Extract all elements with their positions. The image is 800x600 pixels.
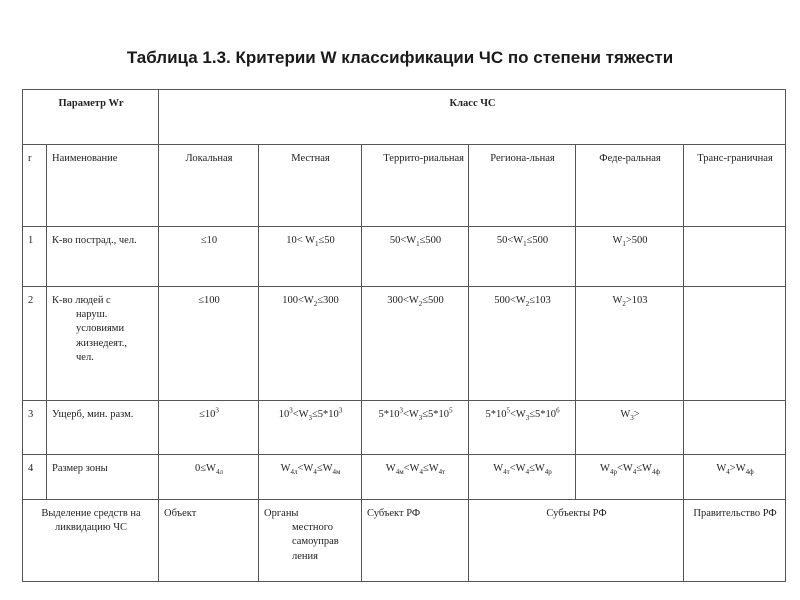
footer-subjects: Субъекты РФ <box>469 500 684 582</box>
cell: ≤100 <box>159 287 259 401</box>
row-index: 3 <box>23 401 47 455</box>
footer-row <box>23 500 786 582</box>
classification-table <box>22 89 786 582</box>
subheader-name: Наименование <box>47 145 159 227</box>
col-territorial: Террито-риальная <box>362 145 469 227</box>
table-title: Таблица 1.3. Критерии W классификации ЧС по степени тяжести <box>126 48 674 67</box>
cell: $\le 10^3$ <box>159 401 259 455</box>
cell: $50<W_1\le 500$ <box>469 227 576 287</box>
cell: $0\le W_{4л}$ <box>159 455 259 500</box>
col-regional: Регионa-льная <box>469 145 576 227</box>
row-name: Размер зоны <box>47 455 159 500</box>
cell: $W_{4м}<W_4\le W_{4т}$ <box>362 455 469 500</box>
header-param: Параметр Wr <box>23 90 159 145</box>
col-mestnaya: Местная <box>259 145 362 227</box>
cell <box>684 227 786 287</box>
cell: $W_{4р}<W_4\le W_{4ф}$ <box>576 455 684 500</box>
row-index: 1 <box>23 227 47 287</box>
cell: $5*10^5<W_3\le 5*10^6$ <box>469 401 576 455</box>
cell: $100<W_2\le 300$ <box>259 287 362 401</box>
cell: $50<W_1\le 500$ <box>362 227 469 287</box>
cell <box>684 401 786 455</box>
cell: $W_2>103$ <box>576 287 684 401</box>
cell: $10^3<W_3\le 5*10^3$ <box>259 401 362 455</box>
row-index: 4 <box>23 455 47 500</box>
table-row <box>23 287 786 401</box>
col-local: Локальная <box>159 145 259 227</box>
footer-object: Объект <box>159 500 259 582</box>
cell: $300<W_2\le 500$ <box>362 287 469 401</box>
footer-subject: Субъект РФ <box>362 500 469 582</box>
cell: $W_{4т}<W_4\le W_{4р}$ <box>469 455 576 500</box>
table-row <box>23 401 786 455</box>
cell: $W_{4л}<W_4\le W_{4м}$ <box>259 455 362 500</box>
footer-government: Правительство РФ <box>684 500 786 582</box>
table-row <box>23 227 786 287</box>
cell: $W_3>$ <box>576 401 684 455</box>
footer-label: Выделение средств на ликвидацию ЧС <box>23 500 159 582</box>
row-index: 2 <box>23 287 47 401</box>
footer-organs: Органы местного самоуправ ления <box>259 500 362 582</box>
cell: $W_4>W_{4ф}$ <box>684 455 786 500</box>
subheader-row <box>23 145 786 227</box>
header-row <box>23 90 786 145</box>
cell: $10< W_1\le 50$ <box>259 227 362 287</box>
cell: $W_1>500$ <box>576 227 684 287</box>
cell: ≤10 <box>159 227 259 287</box>
cell: $500<W_2\le 103$ <box>469 287 576 401</box>
subheader-r: r <box>23 145 47 227</box>
cell: $5*10^3<W_3\le 5*10^5$ <box>362 401 469 455</box>
row-name: К-во пострад., чел. <box>47 227 159 287</box>
cell <box>684 287 786 401</box>
header-class: Класс ЧС <box>159 90 786 145</box>
col-federal: Феде-ральная <box>576 145 684 227</box>
row-name: К-во людей с наруш. условиями жизнедеят., чел. <box>47 287 159 401</box>
col-transborder: Транс-граничная <box>684 145 786 227</box>
table-row <box>23 455 786 500</box>
row-name: Ущерб, мин. разм. <box>47 401 159 455</box>
